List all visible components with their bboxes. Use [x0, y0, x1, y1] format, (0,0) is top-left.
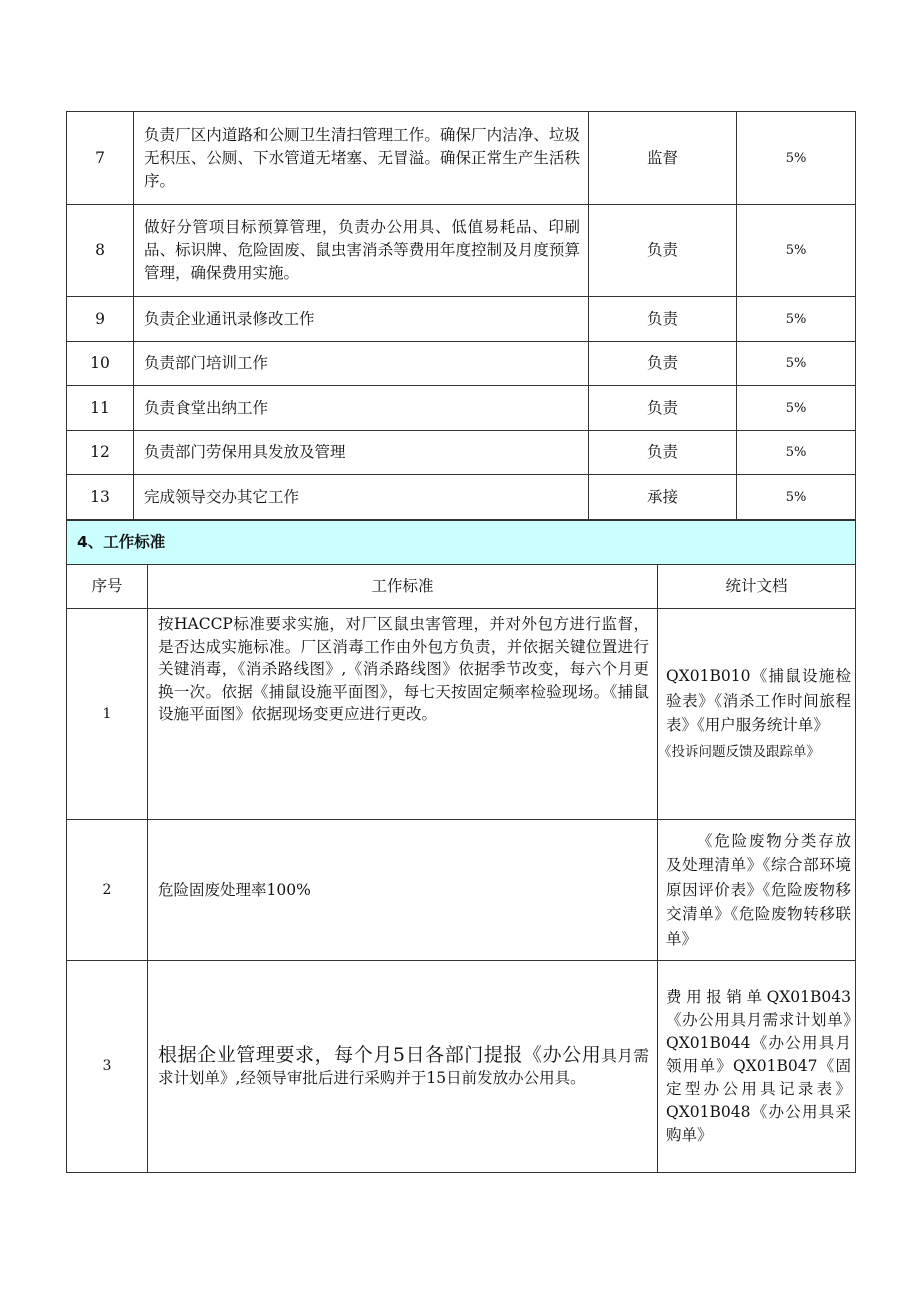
- table-row: [67, 431, 856, 475]
- duty-role: 负责: [589, 431, 737, 475]
- table-row: [67, 112, 856, 205]
- standards-table: [66, 520, 856, 1173]
- table-row: [67, 205, 856, 297]
- duty-number: 9: [67, 297, 134, 342]
- duty-weight: 5%: [737, 431, 856, 475]
- table-row: [67, 475, 856, 520]
- header-docs: 统计文档: [658, 565, 856, 609]
- duty-weight: 5%: [737, 475, 856, 520]
- standard-docs: 费用报销单QX01B043《办公用具月需求计划单》QX01B044《办公用具月领用单》QX01B047《固定型办公用具记录表》QX01B048《办公用具采购单》: [658, 961, 856, 1173]
- duty-role: 承接: [589, 475, 737, 520]
- standard-text: 按HACCP标准要求实施，对厂区鼠虫害管理，并对外包方进行监督，是否达成实施标准。厂区消毒工作由外包方负责，并依据关键位置进行关键消毒，《消杀路线图》,《消杀路线图》依据季节改变，每六个月更换一次。依据《捕鼠设施平面图》，每七天按固定频率检验现场。《捕鼠设施平面图》依据现场变更应进行更改。: [148, 609, 658, 820]
- duty-number: 11: [67, 386, 134, 431]
- standard-number: 3: [67, 961, 148, 1173]
- table-row: [67, 820, 856, 961]
- duty-description: 负责食堂出纳工作: [134, 386, 589, 431]
- duty-weight: 5%: [737, 297, 856, 342]
- duty-description: 负责企业通讯录修改工作: [134, 297, 589, 342]
- duty-description: 做好分管项目标预算管理，负责办公用具、低值易耗品、印刷品、标识牌、危险固废、鼠虫害消杀等费用年度控制及月度预算管理，确保费用实施。: [134, 205, 589, 297]
- duty-weight: 5%: [737, 205, 856, 297]
- duty-description: 负责部门培训工作: [134, 342, 589, 386]
- duty-description: 负责厂区内道路和公厕卫生清扫管理工作。确保厂内洁净、垃圾无积压、公厕、下水管道无堵塞、无冒溢。确保正常生产生活秩序。: [134, 112, 589, 205]
- table-header-row: [67, 565, 856, 609]
- duty-number: 10: [67, 342, 134, 386]
- standard-docs: [658, 609, 856, 820]
- standard-number: 2: [67, 820, 148, 961]
- section-title: 4、工作标准: [67, 521, 856, 565]
- duty-number: 13: [67, 475, 134, 520]
- duty-role: 负责: [589, 205, 737, 297]
- docs-small: 《投诉问题反馈及跟踪单》: [658, 743, 820, 760]
- table-row: [67, 297, 856, 342]
- section-heading-row: [67, 521, 856, 565]
- duty-role: 监督: [589, 112, 737, 205]
- header-standard: 工作标准: [148, 565, 658, 609]
- table-row: [67, 609, 856, 820]
- docs-main: QX01B010《捕鼠设施检验表》《消杀工作时间旅程表》《用户服务统计单》: [666, 667, 852, 734]
- document-body: [66, 111, 855, 1173]
- header-no: 序号: [67, 565, 148, 609]
- standard-text-rest: 具月需求计划单》,经领导审批后进行采购并于15日前发放办公用具。: [158, 1046, 649, 1087]
- duty-role: 负责: [589, 297, 737, 342]
- standard-text: 危险固废处理率100%: [148, 820, 658, 961]
- duty-weight: 5%: [737, 386, 856, 431]
- duty-weight: 5%: [737, 112, 856, 205]
- duty-number: 7: [67, 112, 134, 205]
- standard-text: [148, 961, 658, 1173]
- duty-number: 8: [67, 205, 134, 297]
- duty-number: 12: [67, 431, 134, 475]
- duty-description: 完成领导交办其它工作: [134, 475, 589, 520]
- duty-role: 负责: [589, 342, 737, 386]
- duty-role: 负责: [589, 386, 737, 431]
- table-row: [67, 342, 856, 386]
- duty-description: 负责部门劳保用具发放及管理: [134, 431, 589, 475]
- standard-text-lead: 根据企业管理要求，每个月5日各部门提报《办公用: [158, 1043, 602, 1066]
- standard-number: 1: [67, 609, 148, 820]
- standard-docs: 《危险废物分类存放及处理清单》《综合部环境原因评价表》《危险废物移交清单》《危险废物转移联单》: [658, 820, 856, 961]
- duty-weight: 5%: [737, 342, 856, 386]
- table-row: [67, 961, 856, 1173]
- duties-table: [66, 111, 856, 520]
- table-row: [67, 386, 856, 431]
